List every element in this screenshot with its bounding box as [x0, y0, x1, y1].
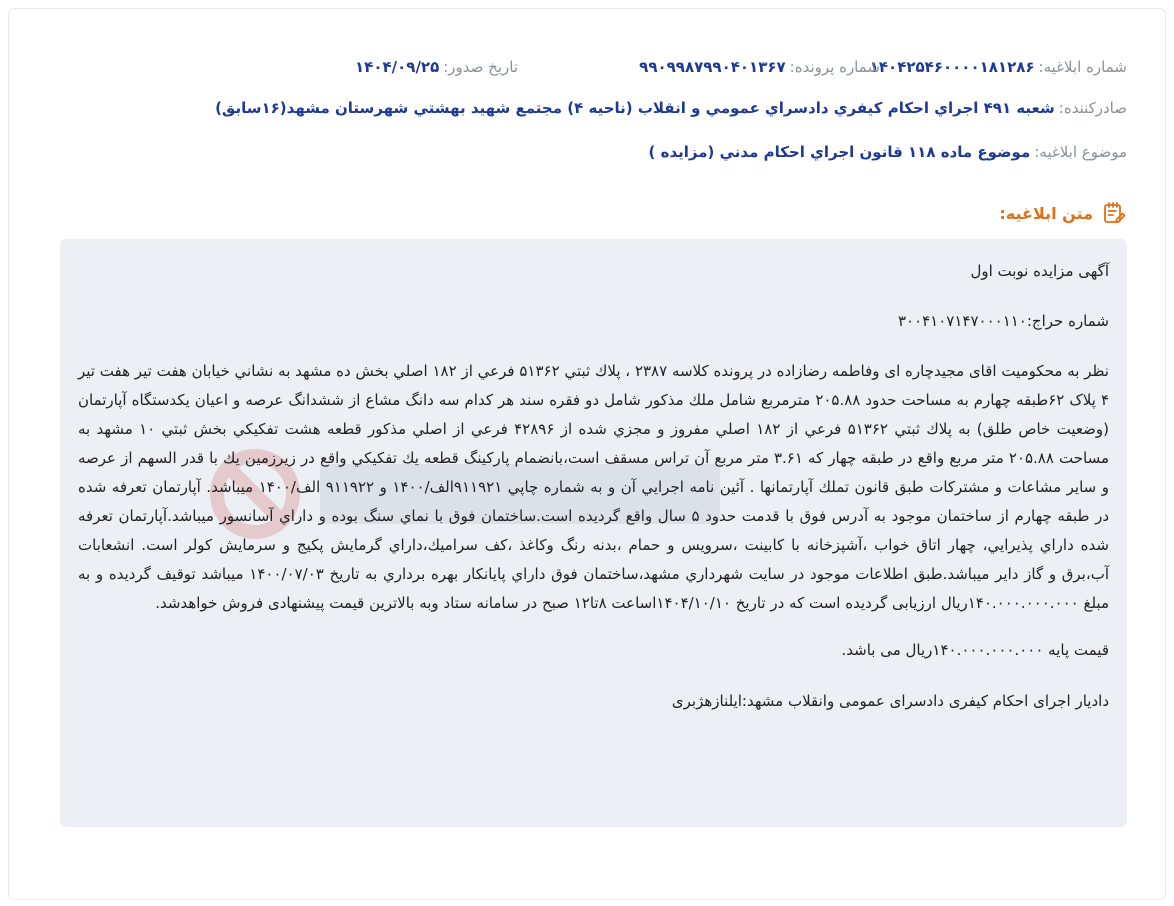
case-number-value: ۹۹۰۹۹۸۷۹۹۰۴۰۱۳۶۷: [639, 58, 786, 76]
issue-date-label: تاريخ صدور:: [443, 58, 518, 76]
subject-label: موضوع ابلاغيه:: [1034, 143, 1127, 161]
section-title-text: متن ابلاغيه:: [999, 203, 1093, 223]
document-edit-icon: [1101, 200, 1127, 226]
notice-number-value: ۱۴۰۴۲۵۴۶۰۰۰۰۱۸۱۲۸۶: [869, 58, 1035, 76]
case-number: [518, 58, 880, 76]
signature: دادیار اجرای احکام کیفری دادسرای عمومی وانقلاب مشهد:ایلنازهژبری: [671, 692, 1109, 710]
notice-number: [869, 58, 1127, 76]
notice-content-box: [60, 239, 1127, 827]
issuer-value: شعبه ۴۹۱ اجراي احكام كيفري دادسراي عمومي و انقلاب (ناحيه ۴) مجتمع شهيد بهشتي شهرستان مشهد(۱۶سابق): [215, 99, 1055, 117]
subject-value: موضوع ماده ۱۱۸ قانون اجراي احكام مدني (مزايده ): [648, 143, 1031, 161]
meta-row-numbers: [47, 58, 1127, 76]
issue-date: [355, 58, 518, 76]
notice-title: آگهی مزایده نوبت اول: [970, 262, 1109, 280]
issuer-label: صادرکننده:: [1058, 99, 1127, 117]
notice-body: نظر به محکومیت اقای مجیدچاره ای وفاطمه رضازاده در پرونده کلاسه ۲۳۸۷ ، پلاك ثبتي ۵۱۳۶۲ فرعي از ۱۸۲ اصلي بخش ده مشهد به نشاني خيابان هفت تير هفت تير ۴ پلاک ۶۲طبقه چهارم به مساحت حدود ۲۰۵.۸۸ مترمربع شامل ملك مذكور شامل دو فقره سند هر كدام سه دانگ مشاع از ششدانگ عرصه و اعيان يكدستگاه آپارتمان (وضعيت خاص طلق) به پلاك ثبتي ۵۱۳۶۲ فرعي از ۱۸۲ اصلي مفروز و مجزي شده از ۴۲۸۹۶ فرعي از اصلي مذكور قطعه هشت تفكيكي بخش ثبتي ۱۰ مشهد به مساحت ۲۰۵.۸۸ متر مربع واقع در طبقه چهار كه ۳.۶۱ متر مربع آن تراس مسقف است،بانضمام پاركينگ قطعه يك تفكيكي واقع در زيرزمين يك با قدر السهم از عرصه و ساير مشاعات و مشتركات طبق قانون تملك آپارتمانها . آئين نامه اجرايي آن و به شماره چاپي ۹۱۱۹۲۱الف/۱۴۰۰ و ۹۱۱۹۲۲ الف/۱۴۰۰ ميباشد. آپارتمان تعرفه شده در طبقه چهارم از ساختمان موجود به آدرس فوق با قدمت حدود ۵ سال واقع گرديده است.ساختمان فوق با نماي سنگ بوده و داراي آسانسور ميباشد.آپارتمان تعرفه شده داراي پذيرايي، چهار اتاق خواب ،آشپزخانه با كابينت ،سرويس و حمام ،بدنه رنگ وكاغذ ،كف سراميك،داراي گرمايش پكيج و سرمايش كولر است. انشعابات آب،برق و گاز داير ميباشد.طبق اطلاعات موجود در سايت شهرداري مشهد،ساختمان فوق داراي پايانكار بهره برداري به تاريخ ۱۴۰۰/۰۷/۰۳ ميباشد توقيف گرديده و به مبلغ ۱۴۰.۰۰۰.۰۰۰.۰۰۰ريال ارزیابی گردیده است که در تاریخ ۱۴۰۴/۱۰/۱۰اساعت ۸تا۱۲ صبح در سامانه ستاد وبه بالاترین قیمت پیشنهادی فروش خواهدشد.: [78, 362, 1110, 612]
base-price: قیمت پایه ۱۴۰.۰۰۰.۰۰۰.۰۰۰ریال می باشد.: [841, 641, 1109, 659]
issue-date-value: ۱۴۰۴/۰۹/۲۵: [355, 58, 440, 76]
auction-number: شماره حراج:۳۰۰۴۱۰۷۱۴۷۰۰۰۱۱۰: [897, 312, 1109, 330]
case-number-label: شماره پرونده:: [789, 58, 880, 76]
section-title: [999, 200, 1127, 226]
meta-row-issuer: [215, 99, 1127, 117]
meta-row-subject: [649, 143, 1127, 161]
notice-number-label: شماره ابلاغيه:: [1038, 58, 1127, 76]
